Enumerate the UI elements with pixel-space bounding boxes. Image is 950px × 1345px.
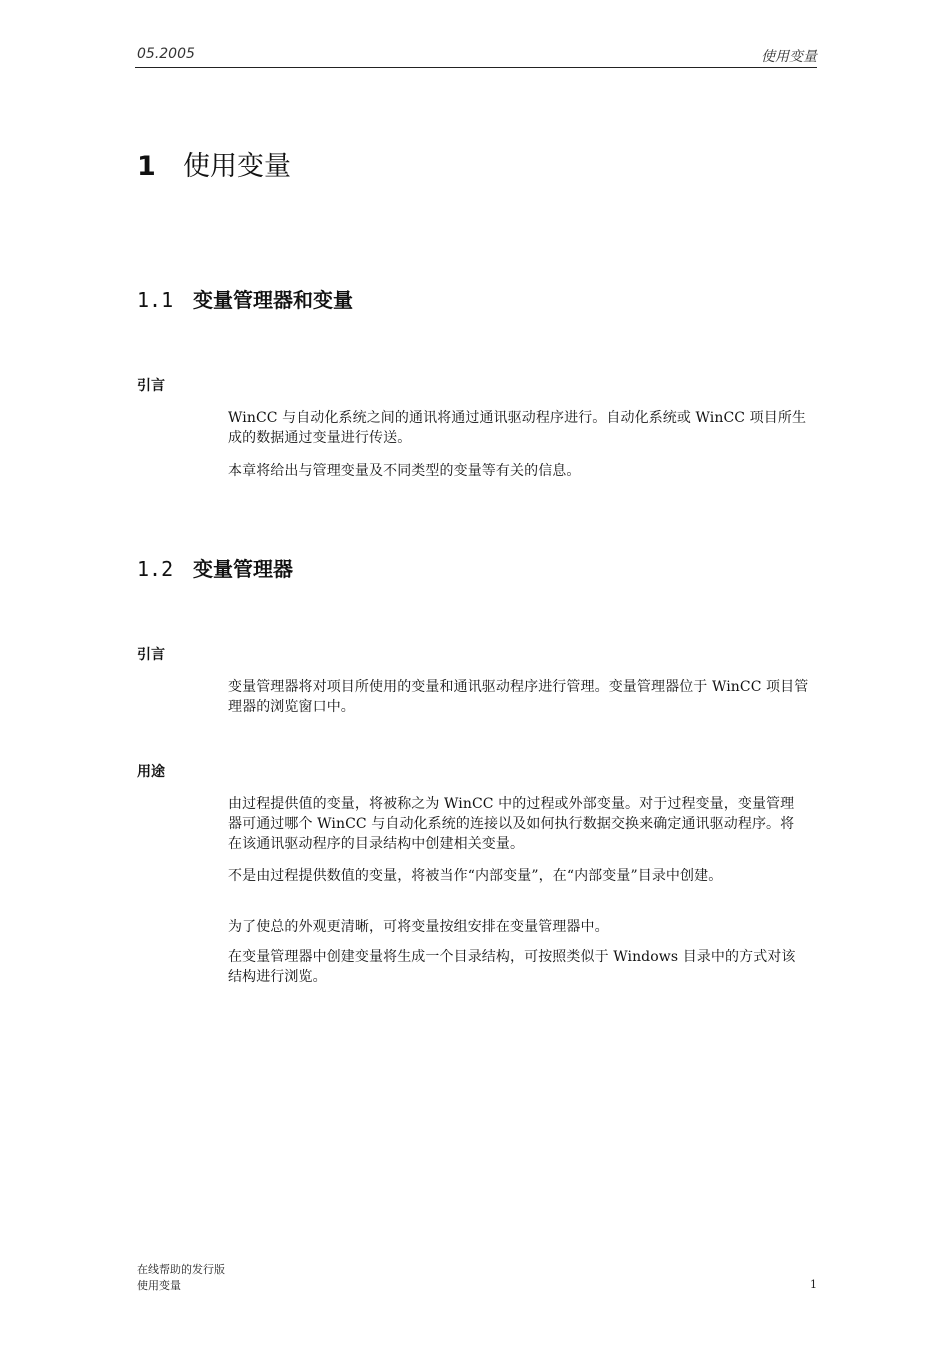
header-date: 05.2005 — [137, 46, 195, 62]
paragraph: 为了使总的外观更清晰，可将变量按组安排在变量管理器中。 — [228, 919, 609, 935]
chapter-number: 1 — [137, 151, 156, 182]
paragraph: 变量管理器将对项目所使用的变量和通讯驱动程序进行管理。变量管理器位于 WinCC 项目管理器的浏览窗口中。 — [228, 679, 809, 715]
paragraph: 本章将给出与管理变量及不同类型的变量等有关的信息。 — [228, 463, 581, 479]
header-rule — [135, 67, 817, 68]
paragraph: 在变量管理器中创建变量将生成一个目录结构，可按照类似于 Windows 目录中的方式对该结构进行浏览。 — [228, 949, 796, 985]
footer-line-1: 在线帮助的发行版 — [137, 1263, 225, 1276]
paragraph: 不是由过程提供数值的变量，将被当作“内部变量”，在“内部变量”目录中创建。 — [228, 868, 723, 884]
side-heading: 引言 — [137, 378, 165, 394]
section-title-text: 变量管理器和变量 — [193, 288, 353, 312]
page-number: 1 — [810, 1278, 817, 1291]
paragraph: WinCC 与自动化系统之间的通讯将通过通讯驱动程序进行。自动化系统或 WinCC 项目所生成的数据通过变量进行传送。 — [228, 410, 807, 446]
section-title — [137, 284, 353, 313]
section-number: 1.1 — [137, 288, 174, 312]
side-heading: 用途 — [137, 764, 165, 780]
section-number: 1.2 — [137, 557, 174, 581]
chapter-title — [137, 144, 291, 183]
paragraph: 由过程提供值的变量，将被称之为 WinCC 中的过程或外部变量。对于过程变量，变量管理器可通过哪个 WinCC 与自动化系统的连接以及如何执行数据交换来确定通讯驱动程序。将在该通讯驱动程序的目录结构中创建相关变量。 — [228, 796, 795, 852]
section-title — [137, 553, 293, 582]
side-heading: 引言 — [137, 647, 165, 663]
section-title-text: 变量管理器 — [193, 557, 293, 581]
header-title: 使用变量 — [761, 49, 817, 65]
chapter-title-text: 使用变量 — [183, 151, 291, 182]
footer-line-2: 使用变量 — [137, 1279, 181, 1292]
footer-info — [137, 1262, 225, 1294]
